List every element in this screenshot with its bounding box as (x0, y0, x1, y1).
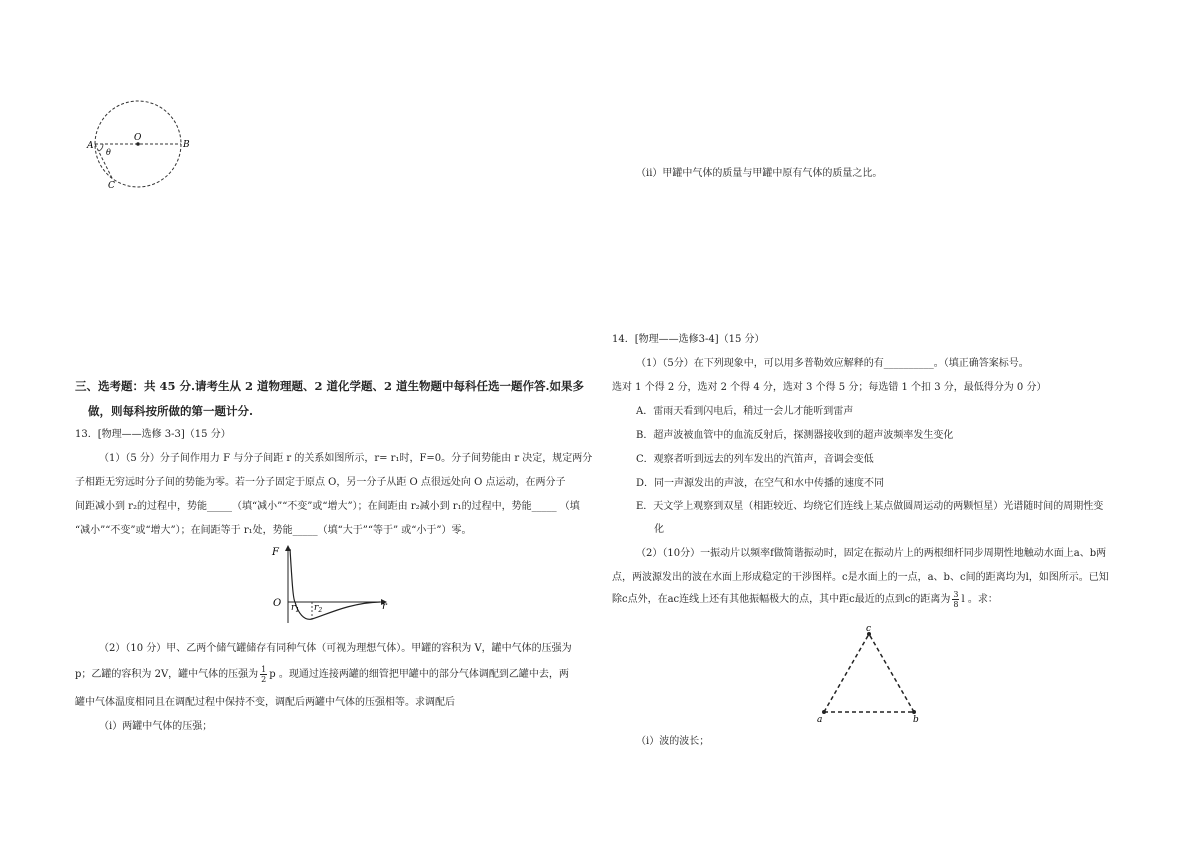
q13-sub-i: （i）两罐中气体的压强； (99, 721, 213, 732)
label-theta: θ (106, 148, 111, 157)
section-heading-line1: 三、选考题：共 45 分.请考生从 2 道物理题、2 道化学题、2 道生物题中每科任选一题作答.如果多 (75, 379, 585, 393)
angle-arc (99, 144, 103, 151)
three-eighths-fraction: $\frac{3}{8}$ (953, 590, 959, 609)
label-c: C (108, 181, 115, 191)
label-b: B (183, 140, 190, 150)
q13-part2-line3: 罐中气体温度相同且在调配过程中保持不变，调配后两罐中气体的压强相等。求调配后 (75, 697, 455, 708)
q14-part2-line2: 点，两波源发出的波在水面上形成稳定的干涉图样。c是水面上的一点，a、b、c间的距离均为l，如图所示。已知 (612, 572, 1109, 583)
q13-part1-line1: （1）（5 分）分子间作用力 F 与分子间距 r 的关系如图所示，r= r₁时，F=0。分子间势能由 r 决定，规定两分 (99, 453, 593, 464)
force-curve (290, 549, 380, 619)
circle-figure (85, 98, 195, 193)
q14-option-b: B．超声波被血管中的血流反射后，探测器接收到的超声波频率发生变化 (636, 430, 954, 441)
label-a: a (817, 715, 823, 724)
q14-part1-line1: （1）（5分）在下列现象中，可以用多普勒效应解释的有__________。（填正确答案标号。 (636, 358, 1029, 369)
label-r1: $r_1$ (291, 603, 300, 614)
force-distance-graph (268, 541, 398, 626)
q14-title: 14．[物理——选修3-4]（15 分） (612, 334, 765, 345)
q13-part2-line2 (75, 664, 569, 686)
section-heading-line2: 做，则每科按所做的第一题计分. (88, 404, 254, 418)
q13-part2-line1: （2）（10 分）甲、乙两个储气罐储存有同种气体（可视为理想气体）。甲罐的容积为 V，罐中气体的压强为 (99, 643, 572, 654)
side-ac (824, 634, 869, 712)
q14-option-d: D．同一声源发出的声波，在空气和水中传播的速度不同 (636, 478, 885, 489)
q13-part2-line2-before: p；乙罐的容积为 2V，罐中气体的压强为 (75, 669, 259, 680)
q14-part2-line1: （2）（10分）一振动片以频率f做简谐振动时，固定在振动片上的两根细杆同步周期性地触动水面上a、b两 (636, 548, 1107, 559)
label-b: b (913, 715, 919, 724)
q14-option-c: C．观察者听到远去的列车发出的汽笛声，音调会变低 (636, 454, 874, 465)
label-r: r (382, 601, 387, 612)
q14-sub-i: （i）波的波长； (636, 736, 710, 747)
q13-part1-line3: 间距减小到 r₂的过程中，势能_____（填“减小”“不变”或“增大”）；在间距由 r₂减小到 r₁的过程中，势能_____ （填 (75, 501, 580, 512)
triangle-figure (810, 622, 930, 724)
point-b (912, 710, 916, 714)
q13-part1-line4: “减小”“不变”或“增大”）；在间距等于 r₁处，势能_____（填“大于”“等于” 或“小于”）零。 (75, 525, 472, 536)
q14-option-e: E．天文学上观察到双星（相距较近、均绕它们连线上某点做圆周运动的两颗恒星）光谱随时间的周期性变 (636, 501, 1104, 512)
side-bc (869, 634, 914, 712)
label-origin: O (273, 598, 282, 609)
q13-sub-ii: （ii）甲罐中气体的质量与甲罐中原有气体的质量之比。 (636, 168, 883, 179)
q14-option-a: A．雷雨天看到闪电后，稍过一会儿才能听到雷声 (636, 406, 854, 417)
q13-title: 13．[物理——选修 3-3]（15 分） (75, 429, 231, 440)
point-a (822, 710, 826, 714)
q14-part1-line2: 选对 1 个得 2 分，选对 2 个得 4 分，选对 3 个得 5 分；每选错 1 个扣 3 分，最低得分为 0 分） (612, 382, 1047, 393)
q14-part2-line3-after: l 。求： (961, 594, 998, 605)
q14-part2-line3-before: 除c点外，在ac连线上还有其他振幅极大的点，其中距c最近的点到c的距离为 (612, 594, 951, 605)
label-c: c (866, 624, 872, 634)
label-a: A (87, 141, 94, 151)
label-f: F (272, 547, 279, 558)
q14-option-e-cont: 化 (654, 524, 664, 535)
label-o: O (134, 133, 142, 143)
q13-part1-line2: 子相距无穷远时分子间的势能为零。若一分子固定于原点 O，另一分子从距 O 点很远处向 O 点运动，在两分子 (75, 477, 566, 488)
label-r2: $r_2$ (314, 603, 323, 614)
half-fraction: $\frac{1}{2}$ (261, 665, 267, 684)
q13-part2-line2-after: p 。现通过连接两罐的细管把甲罐中的部分气体调配到乙罐中去，两 (269, 669, 569, 680)
q14-part2-line3 (612, 589, 998, 611)
